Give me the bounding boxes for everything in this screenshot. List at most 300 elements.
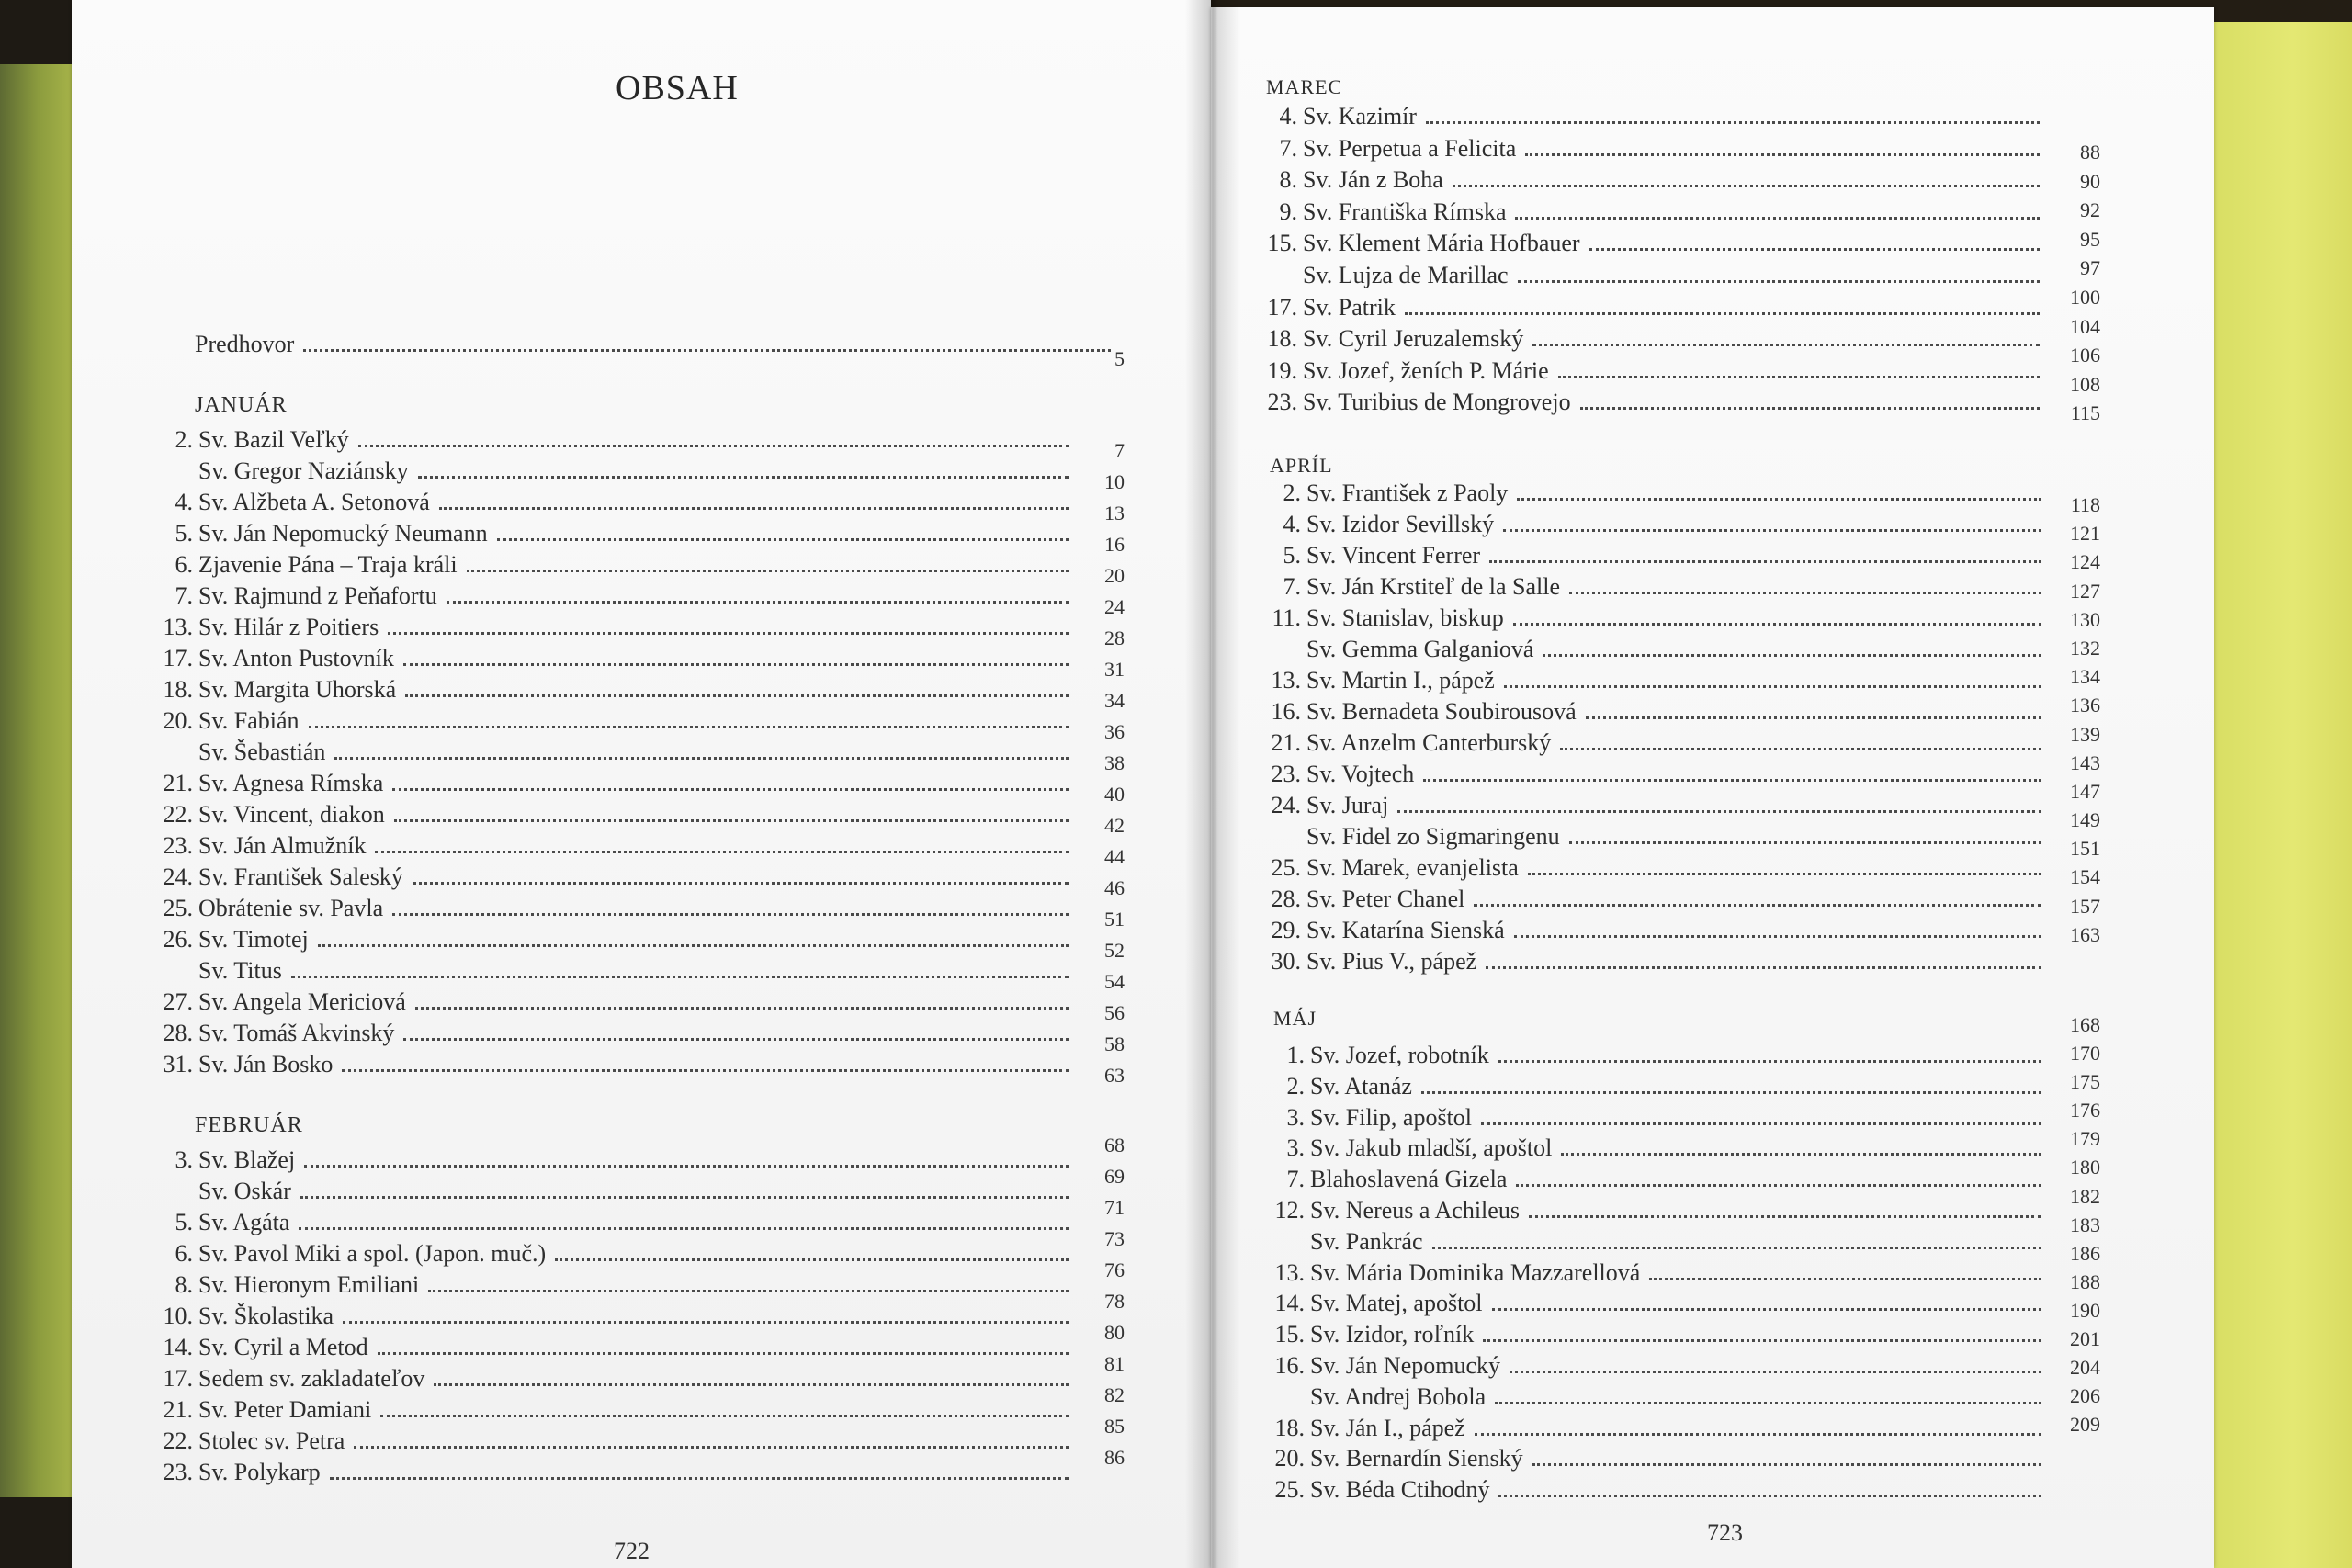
entry-title: Sv. Bazil Veľký — [198, 426, 349, 453]
toc-entry — [1261, 634, 2049, 665]
page-number: 127 — [2070, 579, 2100, 603]
entry-title: Sv. František z Paoly — [1306, 479, 1509, 506]
page-number: 58 — [1104, 1032, 1125, 1055]
entry-title: Sv. Ján Nepomucký — [1310, 1352, 1501, 1379]
dot-leader — [1532, 344, 2040, 346]
entry-day: 3. — [1286, 1103, 1305, 1131]
page-number: 136 — [2070, 694, 2100, 717]
entry-day: 27. — [163, 988, 193, 1015]
entry-title: Sv. Izidor Sevillský — [1306, 511, 1495, 537]
toc-entry — [153, 487, 1076, 518]
entry-title: Sv. Martin I., pápež — [1306, 667, 1495, 694]
dot-leader — [467, 570, 1069, 572]
page-number: 149 — [2070, 808, 2100, 832]
entry-day: 23. — [163, 1459, 193, 1485]
dot-leader — [413, 882, 1069, 885]
entry-day: 12. — [1274, 1197, 1305, 1224]
toc-entry — [153, 1332, 1076, 1363]
entry-title: Sv. Jakub mladší, apoštol — [1310, 1134, 1553, 1162]
entry-day: 13. — [163, 614, 193, 640]
toc-entry — [1257, 228, 2047, 259]
toc-entry — [1257, 101, 2047, 132]
dot-leader — [378, 1352, 1069, 1355]
toc-entry — [1261, 540, 2049, 571]
toc-entry — [1261, 884, 2049, 915]
toc-entry — [153, 424, 1076, 456]
toc-entry — [153, 1145, 1076, 1176]
dot-leader — [1517, 498, 2041, 501]
page-number: 134 — [2070, 665, 2100, 689]
entry-title: Sv. Andrej Bobola — [1310, 1382, 1487, 1410]
toc-entry — [153, 1363, 1076, 1394]
toc-entry — [1261, 478, 2049, 509]
entry-title: Sv. Peter Damiani — [198, 1396, 372, 1423]
entry-day: 23. — [1267, 389, 1297, 416]
entry-title: Sv. Fabián — [198, 707, 300, 734]
dot-leader — [1569, 592, 2041, 594]
dot-leader — [1481, 1122, 2041, 1125]
entry-title: Sv. Izidor, roľník — [1310, 1321, 1475, 1348]
toc-entry — [1257, 133, 2047, 164]
entry-day: 10. — [163, 1303, 193, 1329]
toc-entry — [1264, 1443, 2049, 1474]
toc-entry — [153, 1269, 1076, 1301]
toc-entry — [153, 955, 1076, 987]
entry-day: 7. — [1286, 1166, 1305, 1193]
entry-title: Sv. Ján Krstiteľ de la Salle — [1306, 573, 1561, 600]
section-heading-maj: MÁJ — [1273, 1007, 1317, 1030]
page-number: 175 — [2070, 1070, 2100, 1094]
entry-title: Sv. Fidel zo Sigmaringenu — [1306, 823, 1560, 850]
page-number: 81 — [1104, 1352, 1125, 1375]
entry-day: 19. — [1267, 356, 1297, 384]
page-number: 176 — [2070, 1099, 2100, 1122]
page-number: 104 — [2070, 314, 2100, 338]
entry-day: 16. — [1274, 1352, 1305, 1379]
entry-title: Sv. Ján Almužník — [198, 832, 367, 859]
entry-title: Sv. Tomáš Akvinský — [198, 1020, 395, 1046]
page-number: 40 — [1104, 783, 1125, 806]
dot-leader — [1510, 1371, 2041, 1373]
entry-day: 23. — [1271, 761, 1301, 787]
toc-entry — [153, 674, 1076, 705]
dot-leader — [405, 694, 1069, 697]
entry-title: Sedem sv. zakladateľov — [198, 1365, 425, 1392]
dot-leader — [1543, 654, 2041, 657]
entry-title: Sv. Pankrác — [1310, 1227, 1423, 1255]
dot-leader — [403, 1038, 1069, 1041]
entry-title: Sv. Turibius de Mongrovejo — [1303, 389, 1571, 416]
entry-day: 18. — [1267, 325, 1297, 353]
toc-entry — [153, 1238, 1076, 1269]
entry-day: 25. — [1274, 1476, 1305, 1504]
dot-leader — [1474, 904, 2041, 907]
entry-title: Sv. Školastika — [198, 1303, 334, 1329]
entry-title: Sv. Angela Mericiová — [198, 988, 406, 1015]
dot-leader — [1569, 841, 2041, 844]
entry-title: Sv. Béda Ctihodný — [1310, 1476, 1490, 1504]
entry-day: 2. — [175, 426, 193, 453]
dot-leader — [1528, 873, 2041, 875]
page-number: 10 — [1104, 470, 1125, 493]
page-number: 52 — [1104, 939, 1125, 962]
entry-title: Sv. František Saleský — [198, 863, 403, 890]
page-number: 36 — [1104, 720, 1125, 743]
entry-title: Predhovor — [195, 331, 295, 357]
page-number: 179 — [2070, 1127, 2100, 1151]
page-number: 188 — [2070, 1269, 2100, 1293]
toc-entry — [153, 1176, 1076, 1207]
entry-title: Sv. Vojtech — [1306, 761, 1415, 787]
entry-day: 14. — [1274, 1290, 1305, 1317]
dot-leader — [1483, 1339, 2041, 1342]
entry-title: Sv. Stanislav, biskup — [1306, 604, 1504, 631]
page-column-januar — [1080, 435, 1125, 1091]
page-number: 73 — [1104, 1227, 1125, 1250]
toc-entry — [1261, 603, 2049, 634]
toc-entry — [1264, 1350, 2049, 1382]
page-number: 168 — [2070, 1013, 2100, 1036]
toc-entry — [1261, 665, 2049, 696]
dot-leader — [388, 632, 1069, 635]
page-number: 186 — [2070, 1241, 2100, 1265]
page-number: 204 — [2070, 1356, 2100, 1380]
entry-day: 5. — [175, 520, 193, 547]
dot-leader — [342, 1069, 1069, 1072]
page-number: 100 — [2070, 285, 2100, 309]
entry-title: Sv. Agnesa Rímska — [198, 770, 384, 796]
entry-day: 23. — [163, 832, 193, 859]
dot-leader — [300, 1196, 1069, 1199]
dot-leader — [403, 663, 1069, 666]
entry-day: 16. — [1271, 698, 1301, 725]
toc-entry — [1257, 164, 2047, 196]
entry-title: Sv. Polykarp — [198, 1459, 321, 1485]
toc-entry — [1261, 790, 2049, 821]
page-number: 44 — [1104, 845, 1125, 868]
dot-leader — [1561, 1153, 2041, 1156]
page-number: 46 — [1104, 876, 1125, 899]
toc-entry — [1257, 323, 2047, 355]
page-number: 16 — [1104, 533, 1125, 556]
page-number: 90 — [2080, 169, 2100, 193]
entry-title: Sv. Bernadeta Soubirousová — [1306, 698, 1577, 725]
toc-entry — [1261, 946, 2049, 977]
entry-title: Sv. Margita Uhorská — [198, 676, 397, 703]
toc-entry — [153, 549, 1076, 581]
dot-leader — [299, 1227, 1069, 1230]
toc-entry — [1257, 197, 2047, 228]
entry-day: 2. — [1286, 1072, 1305, 1100]
entry-title: Sv. Perpetua a Felicita — [1303, 134, 1517, 162]
page-number: 76 — [1104, 1258, 1125, 1281]
entry-day: 18. — [1274, 1414, 1305, 1441]
entry-title: Zjavenie Pána – Traja králi — [198, 551, 458, 578]
dot-leader — [375, 851, 1069, 853]
dot-leader — [434, 1383, 1069, 1386]
dot-leader — [1498, 1495, 2041, 1497]
dot-leader — [1475, 1433, 2041, 1436]
page-column-marec — [2054, 138, 2100, 428]
entry-day: 2. — [1283, 479, 1301, 506]
page-number: 209 — [2070, 1413, 2100, 1437]
page-number: 115 — [2070, 401, 2100, 425]
toc-entry — [1264, 1258, 2049, 1289]
dot-leader — [291, 976, 1069, 978]
dot-leader — [1525, 153, 2040, 156]
page-number: 180 — [2070, 1156, 2100, 1179]
entry-day: 26. — [163, 926, 193, 953]
toc-entry — [1264, 1164, 2049, 1195]
dot-leader — [1432, 1247, 2041, 1249]
preface-page-number — [1084, 344, 1125, 375]
entry-day: 8. — [175, 1271, 193, 1298]
dot-leader — [304, 1165, 1069, 1168]
dot-leader — [392, 788, 1069, 791]
entry-day: 15. — [1267, 230, 1297, 257]
entry-title: Sv. Pius V., pápež — [1306, 948, 1477, 975]
toc-entry — [1264, 1474, 2049, 1506]
entry-title: Sv. Cyril Jeruzalemský — [1303, 325, 1524, 353]
entry-title: Sv. Juraj — [1306, 792, 1389, 818]
dot-leader — [1516, 1184, 2041, 1187]
dot-leader — [428, 1290, 1069, 1292]
page-number: 132 — [2070, 636, 2100, 660]
toc-entry — [1257, 292, 2047, 323]
dot-leader — [1518, 280, 2040, 283]
toc-entry — [153, 581, 1076, 612]
entry-day: 28. — [1271, 886, 1301, 912]
toc-entry — [1264, 1382, 2049, 1413]
entry-title: Sv. Filip, apoštol — [1310, 1103, 1473, 1131]
dot-leader — [1421, 1091, 2041, 1094]
entry-title: Sv. Kazimír — [1303, 103, 1417, 130]
entry-day: 20. — [1274, 1445, 1305, 1472]
entry-title: Sv. Bernardín Sienský — [1310, 1445, 1523, 1472]
toc-entry — [1264, 1195, 2049, 1226]
entry-title: Sv. Vincent Ferrer — [1306, 542, 1481, 569]
page-title: OBSAH — [616, 69, 739, 107]
entry-title: Sv. Timotej — [198, 926, 309, 953]
page-number: 154 — [2070, 865, 2100, 889]
toc-entry-preface — [195, 329, 1118, 360]
toc-entry — [1264, 1040, 2049, 1071]
toc-entry — [1261, 509, 2049, 540]
toc-entry — [153, 1207, 1076, 1238]
entry-day: 3. — [1286, 1134, 1305, 1162]
page-number-left: 722 — [614, 1538, 650, 1564]
entry-title: Sv. Titus — [198, 957, 282, 984]
page-number: 56 — [1104, 1001, 1125, 1024]
section-heading-februar: FEBRUÁR — [195, 1113, 303, 1137]
dot-leader — [1532, 1463, 2041, 1466]
dot-leader — [1453, 185, 2040, 187]
page-number: 206 — [2070, 1384, 2100, 1408]
toc-entry — [153, 705, 1076, 737]
entry-title: Sv. Agáta — [198, 1209, 290, 1235]
page-number: 88 — [2080, 141, 2100, 164]
entry-day: 31. — [163, 1051, 193, 1077]
entry-title: Sv. Hilár z Poitiers — [198, 614, 379, 640]
page-number: 182 — [2070, 1184, 2100, 1208]
dot-leader — [309, 726, 1069, 728]
entry-title: Sv. Mária Dominika Mazzarellová — [1310, 1258, 1641, 1286]
entry-day: 17. — [163, 645, 193, 671]
toc-entry — [1261, 852, 2049, 884]
entry-day: 13. — [1274, 1258, 1305, 1286]
toc-entry — [153, 612, 1076, 643]
dot-leader — [439, 507, 1069, 510]
page-number: 24 — [1104, 595, 1125, 618]
toc-entry — [1261, 696, 2049, 728]
entry-day: 5. — [175, 1209, 193, 1235]
entry-day: 22. — [163, 1427, 193, 1454]
page-number: 92 — [2080, 198, 2100, 222]
toc-entry — [153, 1457, 1076, 1488]
page-number: 69 — [1104, 1165, 1125, 1188]
page-number: 163 — [2070, 922, 2100, 946]
page-number: 71 — [1104, 1196, 1125, 1219]
entry-title: Sv. Ján Bosko — [198, 1051, 334, 1077]
dot-leader — [354, 1446, 1069, 1449]
entry-title: Sv. Anzelm Canterburský — [1306, 729, 1552, 756]
page-number: 34 — [1104, 689, 1125, 712]
entry-day: 21. — [163, 770, 193, 796]
dot-leader — [394, 819, 1069, 822]
book-cover-right-edge — [2205, 18, 2352, 1568]
page-number: 143 — [2070, 750, 2100, 774]
dot-leader — [392, 913, 1069, 916]
entry-day: 9. — [1279, 197, 1297, 225]
entry-day: 21. — [163, 1396, 193, 1423]
page-number: 13 — [1104, 502, 1125, 525]
dot-leader — [447, 601, 1069, 604]
entry-day: 21. — [1271, 729, 1301, 756]
dot-leader — [1529, 1215, 2041, 1218]
entry-title: Sv. Oskár — [198, 1178, 291, 1204]
toc-entry — [153, 830, 1076, 862]
entry-title: Sv. Anton Pustovník — [198, 645, 394, 671]
dot-leader — [1503, 529, 2041, 532]
entry-day: 4. — [1279, 103, 1297, 130]
entry-day: 11. — [1272, 604, 1301, 631]
dot-leader — [358, 445, 1069, 447]
dot-leader — [1649, 1278, 2041, 1280]
entry-title: Sv. Vincent, diakon — [198, 801, 385, 828]
dot-leader — [497, 538, 1069, 541]
page-number: 7 — [1114, 439, 1125, 462]
entry-title: Sv. Ján I., pápež — [1310, 1414, 1465, 1441]
page-number: 82 — [1104, 1383, 1125, 1406]
entry-title: Sv. Jozef, ženích P. Márie — [1303, 356, 1549, 384]
dot-leader — [1486, 966, 2041, 969]
dot-leader — [1515, 217, 2040, 220]
toc-entry — [153, 799, 1076, 830]
page-number: 201 — [2070, 1327, 2100, 1351]
entry-day: 24. — [163, 863, 193, 890]
page-number: 139 — [2070, 722, 2100, 746]
page-number: 31 — [1104, 658, 1125, 681]
entry-day: 8. — [1279, 166, 1297, 194]
entry-day: 17. — [163, 1365, 193, 1392]
toc-entry — [1257, 355, 2047, 387]
page-number: 95 — [2080, 227, 2100, 251]
toc-entry — [1264, 1071, 2049, 1102]
entry-title: Sv. Marek, evanjelista — [1306, 854, 1519, 881]
section-heading-april: APRÍL — [1270, 454, 1333, 477]
dot-leader — [418, 476, 1069, 479]
entry-day: 29. — [1271, 917, 1301, 943]
entry-title: Sv. Františka Rímska — [1303, 197, 1507, 225]
page-number: 68 — [1104, 1134, 1125, 1156]
entry-day: 1. — [1286, 1042, 1305, 1068]
dot-leader — [1580, 407, 2040, 410]
toc-entry — [1261, 728, 2049, 759]
dot-leader — [1498, 1060, 2041, 1063]
entry-title: Sv. Jozef, robotník — [1310, 1042, 1489, 1068]
entry-title: Sv. Peter Chanel — [1306, 886, 1465, 912]
toc-entry — [1264, 1226, 2049, 1258]
entry-title: Sv. Cyril a Metod — [198, 1334, 368, 1360]
entry-day: 4. — [1283, 511, 1301, 537]
toc-entry — [153, 768, 1076, 799]
dot-leader — [415, 1007, 1069, 1010]
toc-entry — [153, 737, 1076, 768]
toc-entry — [153, 924, 1076, 955]
entry-day: 15. — [1274, 1321, 1305, 1348]
entry-day: 22. — [163, 801, 193, 828]
dot-leader — [1489, 560, 2041, 563]
entry-day: 6. — [175, 551, 193, 578]
page-column-februar — [1080, 1130, 1125, 1473]
dot-leader — [318, 944, 1069, 947]
page-number: 28 — [1104, 626, 1125, 649]
entry-day: 4. — [175, 489, 193, 515]
page-number: 78 — [1104, 1290, 1125, 1313]
dot-leader — [1405, 312, 2040, 315]
toc-entry — [153, 456, 1076, 487]
toc-entry — [153, 987, 1076, 1018]
toc-entry — [1261, 821, 2049, 852]
toc-entry — [1261, 915, 2049, 946]
page-number: 63 — [1104, 1064, 1125, 1087]
page-number: 108 — [2070, 372, 2100, 396]
dot-leader — [334, 757, 1069, 760]
dot-leader — [1495, 1402, 2041, 1404]
toc-entry — [153, 862, 1076, 893]
entry-day: 17. — [1267, 293, 1297, 321]
entry-title: Sv. Gregor Naziánsky — [198, 457, 409, 484]
page-number: 147 — [2070, 779, 2100, 803]
page-number: 51 — [1104, 908, 1125, 931]
toc-entry — [1257, 387, 2047, 418]
toc-entry — [153, 893, 1076, 924]
entry-title: Blahoslavená Gizela — [1310, 1166, 1508, 1193]
page-number: 124 — [2070, 550, 2100, 574]
toc-entry — [1264, 1288, 2049, 1319]
entry-day: 7. — [1283, 573, 1301, 600]
entry-title: Sv. Nereus a Achileus — [1310, 1197, 1520, 1224]
dot-leader — [1492, 1308, 2041, 1311]
toc-entry — [153, 1426, 1076, 1457]
entry-title: Sv. Alžbeta A. Setonová — [198, 489, 430, 515]
dot-leader — [343, 1321, 1069, 1324]
entry-title: Sv. Gemma Galganiová — [1306, 636, 1534, 662]
page-number: 170 — [2070, 1042, 2100, 1066]
page-number: 85 — [1104, 1415, 1125, 1438]
dot-leader — [1513, 623, 2041, 626]
dot-leader — [1426, 121, 2040, 124]
